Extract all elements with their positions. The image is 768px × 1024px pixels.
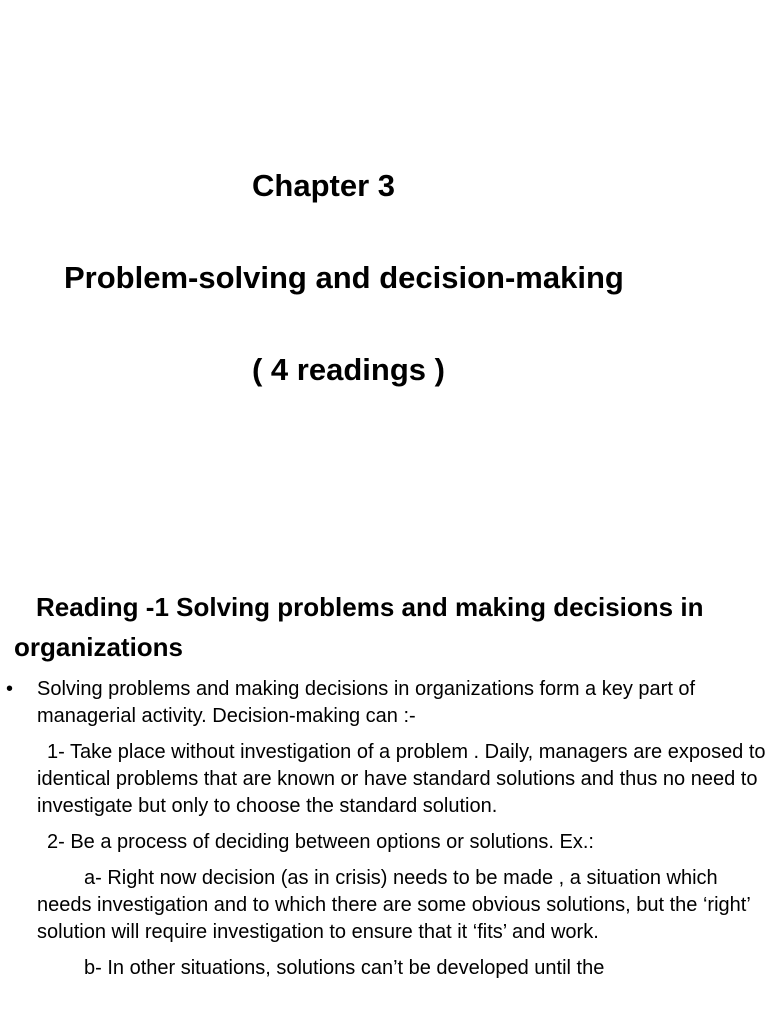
sub-item-b-paragraph: b- In other situations, solutions can’t be developed until the: [84, 957, 605, 979]
body-text: [0, 676, 768, 982]
intro-paragraph: Solving problems and making decisions in organizations form a key part of managerial activity. Decision-making can :-: [37, 678, 696, 727]
chapter-title: Chapter 3: [252, 168, 395, 203]
readings-count: ( 4 readings ): [252, 352, 445, 387]
item-2-paragraph: 2- Be a process of deciding between options or solutions. Ex.:: [47, 831, 594, 853]
reading-heading: Reading -1 Solving problems and making decisions in organizations: [14, 592, 704, 662]
chapter-subtitle: Problem-solving and decision-making: [64, 260, 624, 295]
bullet-icon: •: [6, 678, 14, 700]
item-1-paragraph: 1- Take place without investigation of a problem . Daily, managers are exposed to identical problems that are known or have standard solutions and thus no need to investigate but only to choose the standard solution.: [37, 741, 766, 817]
bullet-item: [0, 676, 768, 982]
sub-item-a-paragraph: a- Right now decision (as in crisis) needs to be made , a situation which needs investigation and to which there are some obvious solutions, but the ‘right’ solution will require investigation to ensure that it ‘fits’ and work.: [37, 867, 751, 943]
